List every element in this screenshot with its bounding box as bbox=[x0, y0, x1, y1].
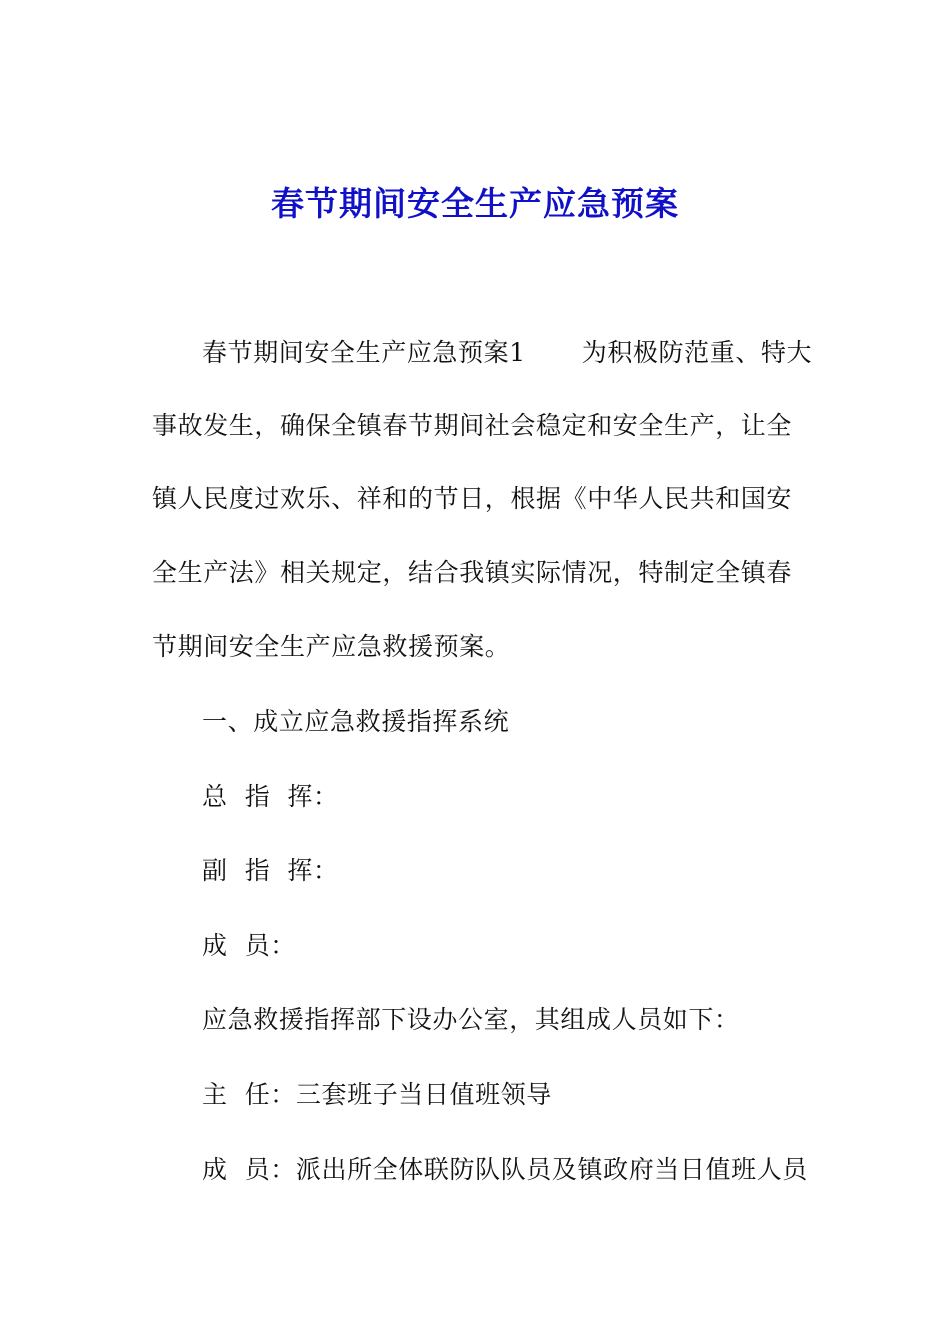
office-intro: 应急救援指挥部下设办公室，其组成人员如下： bbox=[202, 1005, 740, 1034]
members-label: 成 员： bbox=[202, 931, 296, 960]
paragraph-1-lead: 春节期间安全生产应急预案1 bbox=[202, 338, 526, 367]
paragraph-1-line-3: 镇人民度过欢乐、祥和的节日，根据《中华人民共和国安 bbox=[152, 484, 793, 513]
paragraph-1-text: 为积极防范重、特大 bbox=[581, 338, 813, 367]
paragraph-1-line-5: 节期间安全生产应急救援预案。 bbox=[152, 632, 511, 661]
paragraph-1-line-4: 全生产法》相关规定，结合我镇实际情况，特制定全镇春 bbox=[152, 558, 793, 587]
document-title: 春节期间安全生产应急预案 bbox=[271, 184, 679, 223]
section-heading: 一、成立应急救援指挥系统 bbox=[202, 707, 510, 736]
deputy-commander-label: 副 指 挥： bbox=[202, 856, 339, 885]
chief-commander-label: 总 指 挥： bbox=[202, 782, 339, 811]
office-director: 主 任：三套班子当日值班领导 bbox=[202, 1080, 552, 1109]
office-members: 成 员：派出所全体联防队队员及镇政府当日值班人员 bbox=[202, 1155, 808, 1184]
paragraph-1-line-1 bbox=[202, 333, 812, 373]
paragraph-1-line-2: 事故发生，确保全镇春节期间社会稳定和安全生产，让全 bbox=[152, 411, 793, 440]
